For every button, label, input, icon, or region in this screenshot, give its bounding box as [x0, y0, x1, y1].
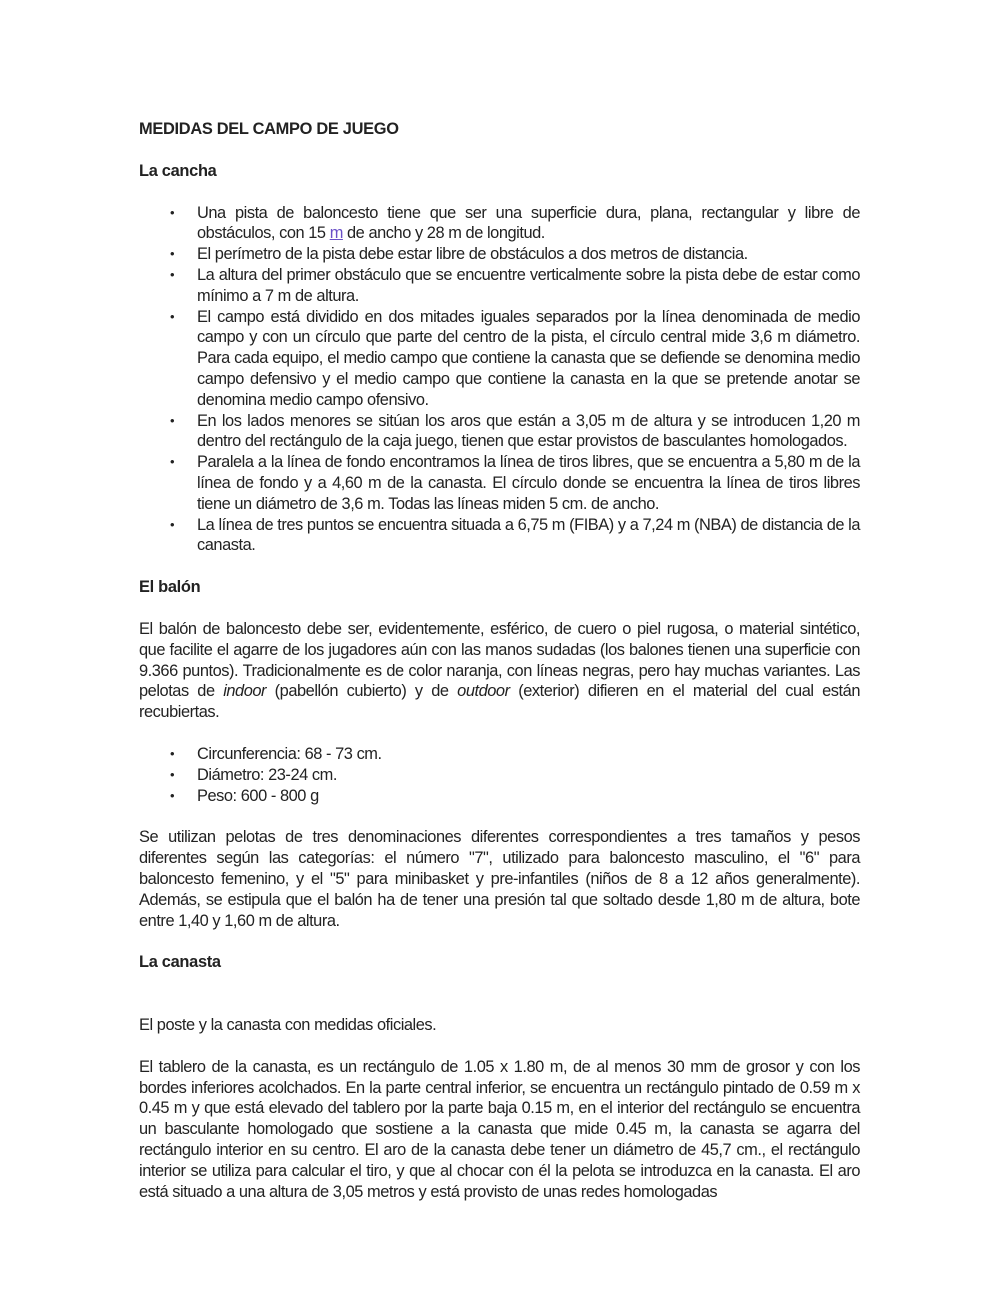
heading-la-cancha: La cancha [139, 161, 217, 180]
list-item [139, 265, 860, 307]
meter-link[interactable]: m [329, 224, 343, 243]
list-item-text: En los lados menores se sitúan los aros que están a 3,05 m de altura y se introducen 1,20 m dentro del rectángulo de la caja juego, tienen que estar provistos de basculantes homologados. [197, 411, 860, 451]
cancha-bullet-list [139, 203, 860, 557]
bullet-icon: • [170, 204, 175, 220]
bullet-icon: • [170, 266, 175, 282]
list-item-text: Paralela a la línea de fondo encontramos la línea de tiros libres, que se encuentra a 5,80 m de la línea de fondo y a 4,60 m de la canasta. El círculo donde se encuentra la línea de tiros libres tiene un diámetro de 3,6 m. Todas las líneas miden 5 cm. de ancho. [197, 453, 860, 513]
spec-diametro: Diámetro: 23-24 cm. [197, 765, 337, 784]
bullet-icon: • [170, 745, 175, 761]
list-item [139, 411, 860, 453]
document-body [139, 112, 860, 1202]
indoor-term: indoor [223, 682, 267, 701]
paragraph-text: (pabellón cubierto) y de [266, 682, 458, 701]
list-item [139, 744, 860, 765]
bullet-icon: • [170, 454, 175, 470]
denominaciones-paragraph: Se utilizan pelotas de tres denominaciones diferentes correspondientes a tres tamaños y pesos diferentes según las categorías: el número "7", utilizado para baloncesto masculino, el "6" para baloncesto femenino, y el "5" para minibasket y pre-infantiles (niños de 8 a 12 años generalmente). Además, se estipula que el balón ha de tener una presión tal que soltado desde 1,80 m de altura, bote entre 1,40 y 1,60 m de altura. [139, 828, 860, 930]
list-item-text: de ancho y 28 m de longitud. [342, 224, 545, 243]
list-item [139, 786, 860, 807]
list-item [139, 307, 860, 411]
list-item-text: El campo está dividido en dos mitades iguales separados por la línea denominada de medio campo y con un círculo que parte del centro de la pista, el círculo central mide 3,6 m diámetro. Para cada equipo, el medio campo que contiene la canasta que se defiende se denomina medio campo defensivo y el medio campo que contiene la canasta en la que se pretende anotar se denomina medio campo ofensivo. [197, 307, 860, 409]
list-item [139, 765, 860, 786]
bullet-icon: • [170, 412, 175, 428]
tablero-paragraph: El tablero de la canasta, es un rectángulo de 1.05 x 1.80 m, de al menos 30 mm de grosor y con los bordes inferiores acolchados. En la parte central inferior, se encuentra un rectángulo pintado de 0.59 m x 0.45 m y que está elevado del tablero por la parte baja 0.15 m, en el interior del rectángulo se encuentra un basculante homologado que sostiene a la canasta que mide 0.45 m, la canasta se agarra del rectángulo interior en su centro. El aro de la canasta debe tener un diámetro de 45,7 cm., el rectángulo interior se utiliza para calcular el tiro, y que al chocar con él la pelota se introduzca en la canasta. El aro está situado a una altura de 3,05 metros y está provisto de unas redes homologadas [139, 1057, 860, 1201]
list-item [139, 244, 860, 265]
list-item [139, 203, 860, 245]
balon-paragraph [139, 619, 860, 723]
list-item [139, 452, 860, 514]
bullet-icon: • [170, 766, 175, 782]
bullet-icon: • [170, 246, 175, 262]
outdoor-term: outdoor [457, 682, 510, 701]
paragraph-text: (exterior) difieren en el material del cual están recubiertas. [139, 682, 860, 722]
spec-peso: Peso: 600 - 800 g [197, 786, 319, 805]
list-item [139, 515, 860, 557]
paragraph-text: El balón de baloncesto debe ser, evidentemente, esférico, de cuero o piel rugosa, o material sintético, que facilite el agarre de los jugadores aún con las manos sudadas (los balones tienen una superficie con 9.366 puntos). Tradicionalmente es de color naranja, con líneas negras, pero hay muchas variantes. Las pelotas de [139, 619, 860, 701]
spec-circunferencia: Circunferencia: 68 - 73 cm. [197, 744, 382, 763]
bullet-icon: • [170, 516, 175, 532]
document-title: MEDIDAS DEL CAMPO DE JUEGO [139, 120, 399, 138]
list-item-text: El perímetro de la pista debe estar libre de obstáculos a dos metros de distancia. [197, 245, 748, 264]
bullet-icon: • [170, 308, 175, 324]
list-item-text: La línea de tres puntos se encuentra situada a 6,75 m (FIBA) y a 7,24 m (NBA) de distancia de la canasta. [197, 515, 860, 555]
bullet-icon: • [170, 787, 175, 803]
heading-la-canasta: La canasta [139, 953, 221, 972]
heading-el-balon: El balón [139, 578, 201, 597]
list-item-text: Una pista de baloncesto tiene que ser una superficie dura, plana, rectangular y libre de obstáculos, con 15 [197, 203, 860, 243]
balon-specs-list [139, 744, 860, 806]
list-item-text: La altura del primer obstáculo que se encuentre verticalmente sobre la pista debe de estar como mínimo a 7 m de altura. [197, 265, 860, 305]
poste-paragraph: El poste y la canasta con medidas oficiales. [139, 1016, 437, 1035]
